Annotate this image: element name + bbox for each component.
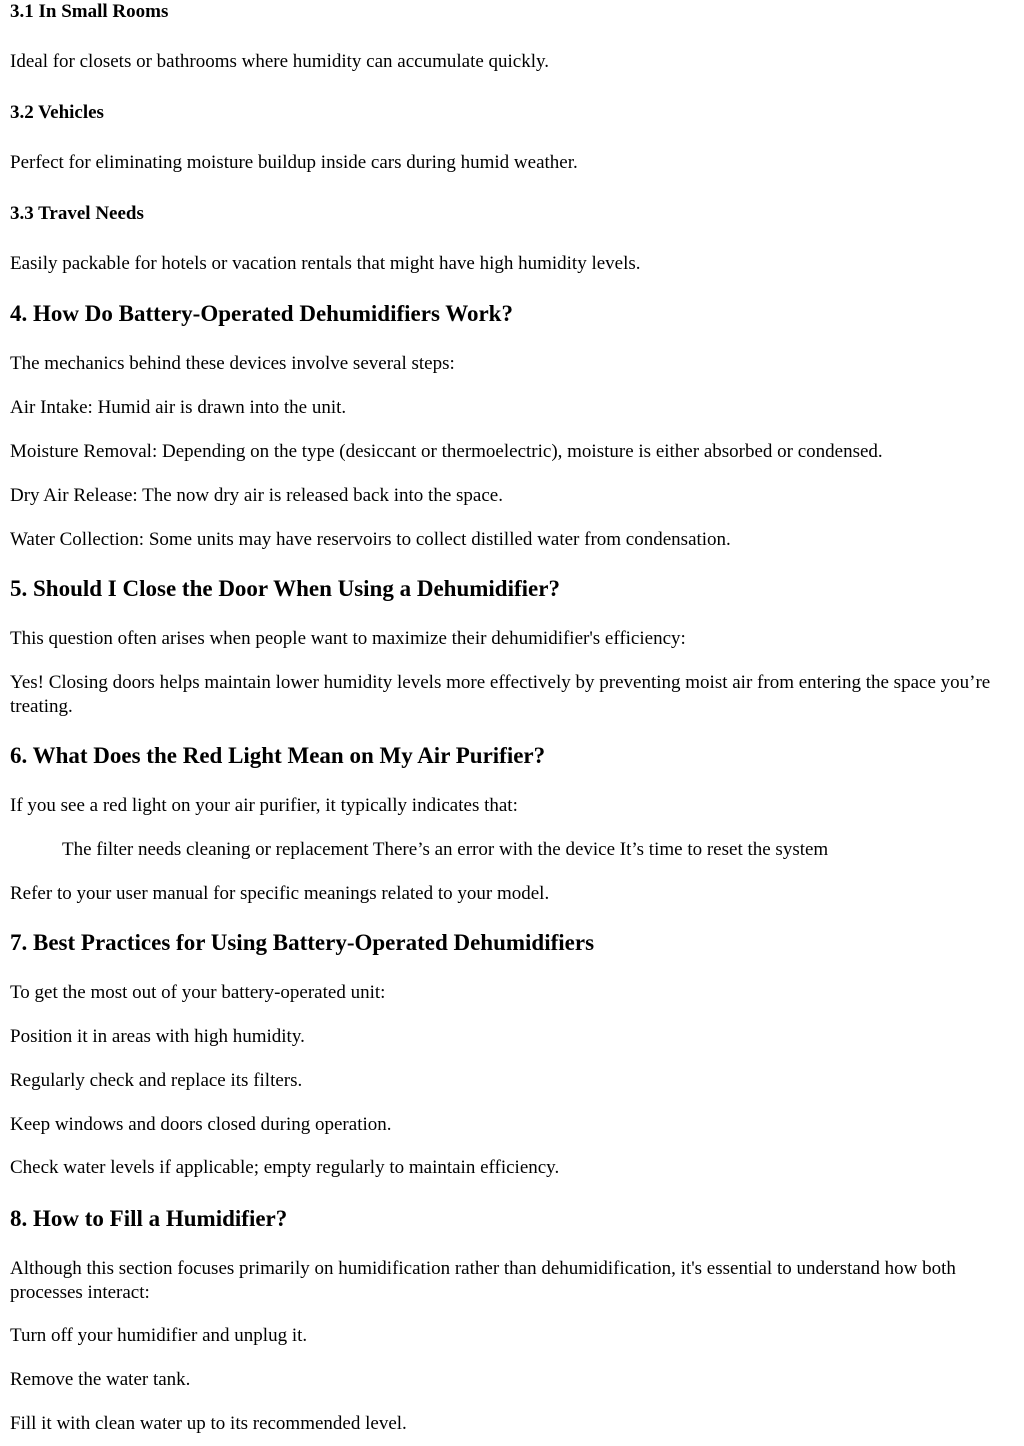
list-item: Check water levels if applicable; empty regularly to maintain efficiency. [10, 1157, 560, 1178]
list-item: Water Collection: Some units may have reservoirs to collect distilled water from condensation. [10, 529, 731, 550]
list-item: Turn off your humidifier and unplug it. [10, 1325, 308, 1346]
heading-3-1: 3.1 In Small Rooms [10, 1, 169, 22]
heading-section-4: 4. How Do Battery-Operated Dehumidifiers Work? [10, 301, 513, 326]
list-item: Remove the water tank. [10, 1369, 191, 1390]
heading-3-2: 3.2 Vehicles [10, 102, 104, 123]
paragraph-5-intro: This question often arises when people want to maximize their dehumidifier's efficiency: [10, 628, 686, 649]
paragraph-6-intro: If you see a red light on your air purifier, it typically indicates that: [10, 795, 518, 816]
paragraph-3-1: Ideal for closets or bathrooms where humidity can accumulate quickly. [10, 51, 550, 72]
list-item: Regularly check and replace its filters. [10, 1070, 303, 1091]
indented-list: The filter needs cleaning or replacement There’s an error with the device It’s time to reset the system [62, 839, 829, 860]
list-item: Air Intake: Humid air is drawn into the unit. [10, 397, 347, 418]
paragraph-7-intro: To get the most out of your battery-operated unit: [10, 982, 386, 1003]
list-item: Moisture Removal: Depending on the type (desiccant or thermoelectric), moisture is either absorbed or condensed. [10, 441, 883, 462]
paragraph-8-intro: Although this section focuses primarily on humidification rather than dehumidification, it's essential to understand how both processes interact: [10, 1258, 956, 1303]
paragraph-6-outro: Refer to your user manual for specific meanings related to your model. [10, 883, 550, 904]
list-item: Keep windows and doors closed during operation. [10, 1114, 392, 1135]
heading-3-3: 3.3 Travel Needs [10, 203, 144, 224]
paragraph-3-2: Perfect for eliminating moisture buildup inside cars during humid weather. [10, 152, 578, 173]
heading-section-6: 6. What Does the Red Light Mean on My Air Purifier? [10, 743, 546, 768]
list-item: Fill it with clean water up to its recommended level. [10, 1413, 407, 1434]
list-item: Position it in areas with high humidity. [10, 1026, 305, 1047]
paragraph-5-answer: Yes! Closing doors helps maintain lower humidity levels more effectively by preventing moist air from entering the space you’re treating. [10, 672, 991, 717]
paragraph-3-3: Easily packable for hotels or vacation rentals that might have high humidity levels. [10, 253, 641, 274]
heading-section-5: 5. Should I Close the Door When Using a Dehumidifier? [10, 576, 560, 601]
heading-section-7: 7. Best Practices for Using Battery-Operated Dehumidifiers [10, 930, 595, 955]
list-item: Dry Air Release: The now dry air is released back into the space. [10, 485, 503, 506]
paragraph-4-intro: The mechanics behind these devices involve several steps: [10, 353, 455, 374]
heading-section-8: 8. How to Fill a Humidifier? [10, 1206, 288, 1231]
